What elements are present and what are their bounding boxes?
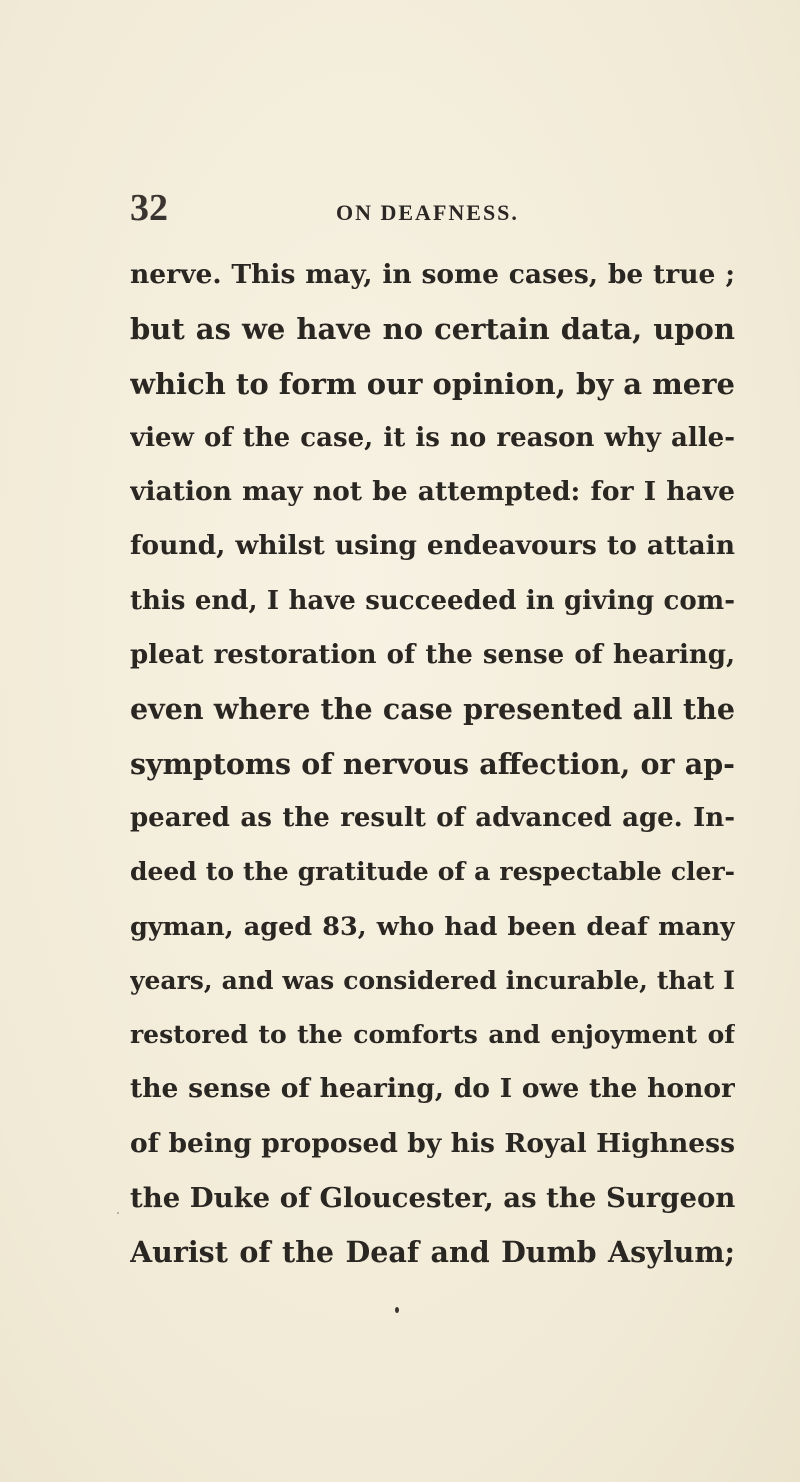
ink-speck — [117, 1212, 119, 1214]
text-line: restored to the comforts and enjoyment of — [130, 1020, 735, 1050]
text-line: pleat restoration of the sense of hearing, — [130, 640, 735, 671]
text-line: gyman, aged 83, who had been deaf many — [130, 911, 735, 942]
text-line: viation may not be attempted: for I have — [130, 476, 735, 508]
text-line: the Duke of Gloucester, as the Surgeon — [130, 1182, 735, 1215]
text-line: deed to the gratitude of a respectable cler- — [130, 857, 735, 887]
text-line: peared as the result of advanced age. In- — [130, 802, 735, 833]
page-header — [130, 186, 735, 234]
page-number: 32 — [130, 187, 168, 229]
ink-speck — [395, 1307, 399, 1313]
text-line: which to form our opinion, by a mere — [130, 366, 735, 401]
text-line: even where the case presented all the — [130, 692, 735, 727]
text-line: this end, I have succeeded in giving com- — [130, 585, 735, 616]
text-line: nerve. This may, in some cases, be true ; — [130, 259, 735, 290]
text-line: of being proposed by his Royal Highness — [130, 1127, 735, 1159]
text-line: symptoms of nervous affection, or ap- — [130, 746, 735, 781]
text-line: view of the case, it is no reason why alle- — [130, 422, 735, 453]
text-line: but as we have no certain data, upon — [130, 312, 735, 347]
text-line: the sense of hearing, do I owe the honor — [130, 1073, 735, 1105]
text-line: years, and was considered incurable, that I — [130, 965, 735, 995]
text-line: Aurist of the Deaf and Dumb Asylum; — [130, 1235, 735, 1270]
text-line: found, whilst using endeavours to attain — [130, 530, 735, 562]
body-text — [130, 248, 735, 1280]
running-head: ON DEAFNESS. — [336, 200, 519, 225]
